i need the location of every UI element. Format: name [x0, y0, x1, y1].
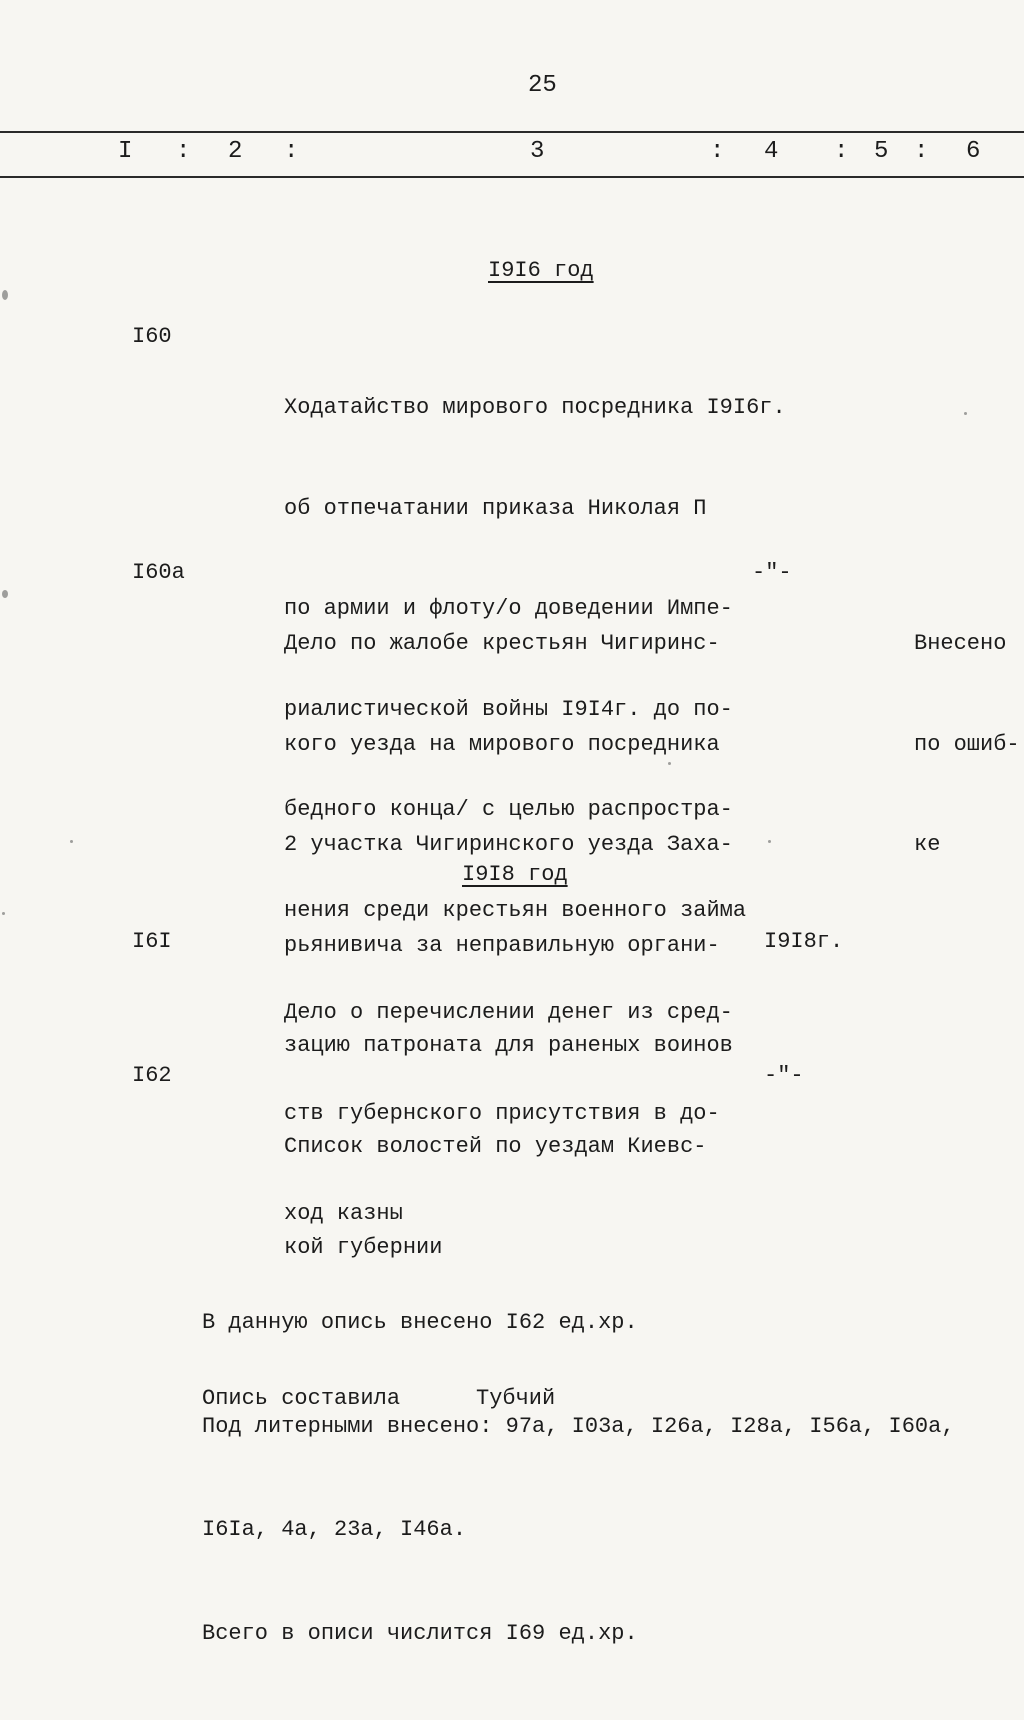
entry-date: I9I8г.: [764, 929, 844, 954]
scan-speck: [668, 762, 671, 765]
entry-number: I60a: [132, 560, 185, 585]
signature-name: Тубчий: [476, 1386, 556, 1411]
entry-description-line: 2 участка Чигиринского уезда Заха-: [284, 832, 733, 857]
column-separator: :: [176, 138, 191, 165]
column-3-label: 3: [530, 138, 545, 165]
entry-number: I60: [132, 324, 172, 349]
entry-date: -"-: [752, 560, 792, 585]
summary-block: [202, 1237, 955, 1720]
entry-note: [914, 560, 1020, 929]
column-separator: :: [834, 138, 849, 165]
column-separator: :: [710, 138, 725, 165]
column-separator: :: [284, 138, 299, 165]
entry-description-line: риалистической войны I9I4г. до по-: [284, 696, 733, 722]
entry-description-line: Дело по жалобе крестьян Чигиринс-: [284, 631, 720, 656]
column-1-label: I: [118, 138, 133, 165]
scan-speck: [70, 840, 73, 843]
column-header-bottom-rule: [0, 176, 1024, 178]
summary-line: I6Iа, 4а, 23а, I46а.: [202, 1517, 467, 1542]
section-year-heading: I9I6 год: [488, 258, 594, 283]
entry-description-line: Ходатайство мирового посредника I9I6г.: [284, 395, 786, 420]
entry-description-line: кой губернии: [284, 1234, 443, 1260]
entry-description-line: Список волостей по уездам Киевс-: [284, 1134, 707, 1159]
column-6-label: 6: [966, 138, 981, 165]
entry-description-line: кого уезда на мирового посредника: [284, 731, 720, 757]
summary-line: Под литерными внесено: 97а, I03а, I26а, I28а, I56а, I60а,: [202, 1413, 955, 1439]
entry-description-line: рьянивича за неправильную органи-: [284, 932, 720, 958]
entry-number: I6I: [132, 929, 172, 954]
scan-speck: [768, 840, 771, 843]
entry-description-line: по армии и флоту/о доведении Импе-: [284, 596, 733, 621]
scan-speck: [2, 590, 8, 598]
entry-description-line: Дело о перечислении денег из сред-: [284, 1000, 733, 1025]
entry-number: I62: [132, 1063, 172, 1088]
column-header-top-rule: [0, 131, 1024, 133]
entry-date: -"-: [764, 1063, 804, 1088]
column-2-label: 2: [228, 138, 243, 165]
column-5-label: 5: [874, 138, 889, 165]
entry-description-line: бедного конца/ с целью распростра-: [284, 797, 733, 822]
column-separator: :: [914, 138, 929, 165]
section-year-heading: I9I8 год: [462, 862, 568, 887]
entry-note-line: ке: [914, 832, 941, 857]
entry-description-line: ход казны: [284, 1201, 403, 1226]
scan-speck: [2, 290, 8, 300]
signature-label: Опись составила: [202, 1386, 401, 1411]
scan-speck: [2, 912, 5, 915]
entry-description-line: об отпечатании приказа Николая П: [284, 495, 707, 521]
column-4-label: 4: [764, 138, 779, 165]
entry-description-line: ств губернского присутствия в до-: [284, 1100, 720, 1126]
entry-description-line: зацию патроната для раненых воинов: [284, 1033, 733, 1058]
entry-note-line: по ошиб-: [914, 731, 1020, 757]
entry-note-line: Внесено: [914, 631, 1007, 656]
summary-line: В данную опись внесено I62 ед.хр.: [202, 1310, 638, 1335]
entry-description-line: нения среди крестьян военного займа: [284, 897, 747, 923]
page-number: 25: [528, 72, 557, 99]
summary-line: Всего в описи числится I69 ед.хр.: [202, 1620, 638, 1646]
scan-speck: [964, 412, 967, 415]
